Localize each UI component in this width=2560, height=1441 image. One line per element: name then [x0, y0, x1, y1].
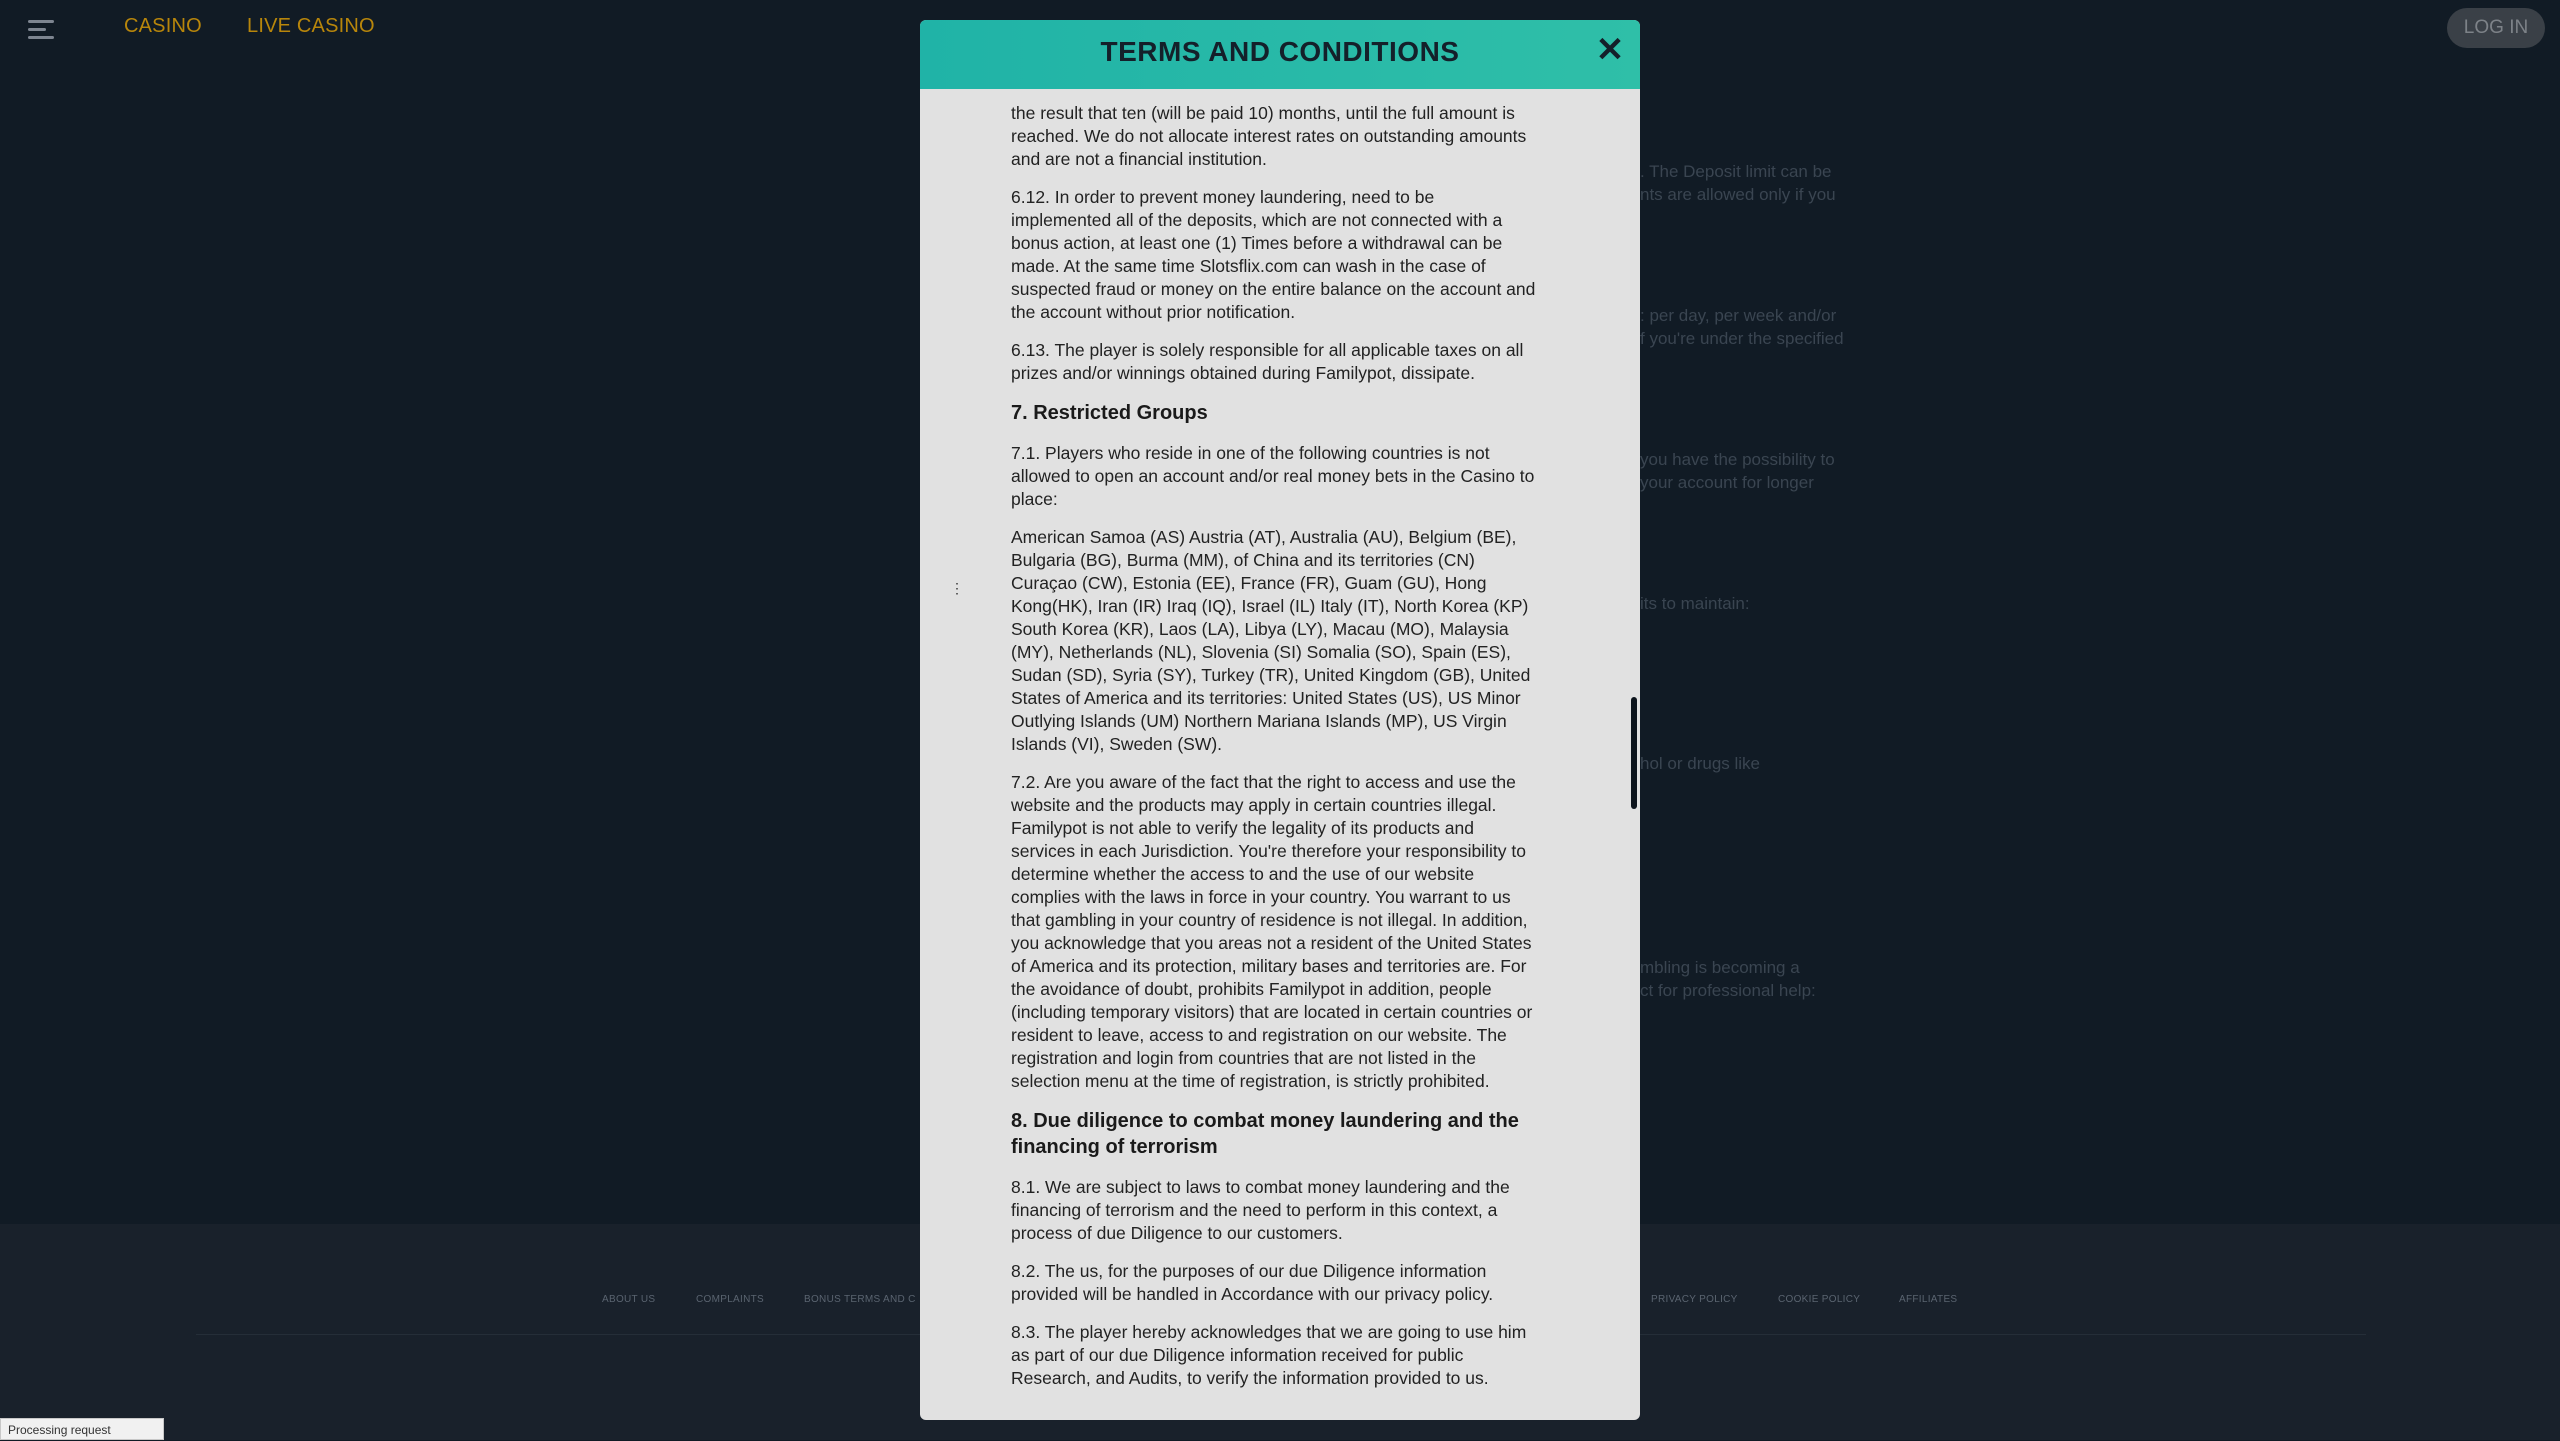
login-button[interactable]: LOG IN [2447, 8, 2545, 48]
modal-header [920, 20, 1640, 89]
footer-link-complaints[interactable]: COMPLAINTS [696, 1294, 765, 1305]
background-text: f you're under the specified [1640, 329, 1844, 348]
background-text: you have the possibility to [1640, 450, 1835, 469]
paragraph-7-1: 7.1. Players who reside in one of the following countries is not allowed to open an account and/or real money bets in the Casino to place: [1011, 443, 1535, 509]
background-text: your account for longer [1640, 473, 1814, 492]
paragraph-6-13: 6.13. The player is solely responsible for all applicable taxes on all prizes and/or winnings obtained during Familypot, dissipate. [1011, 340, 1524, 383]
paragraph-6-12: 6.12. In order to prevent money laundering, need to be implemented all of the deposits, which are not connected with a bonus action, at least one (1) Times before a withdrawal can be made. At the same time Slotsflix.com can wash in the case of suspected fraud or money on the entire balance on the account and the account without prior notification. [1011, 187, 1536, 322]
footer-link-about-us[interactable]: ABOUT US [602, 1294, 656, 1305]
background-text: its to maintain: [1640, 594, 1750, 613]
footer-link-bonus-terms[interactable]: BONUS TERMS AND C [804, 1294, 916, 1305]
paragraph-8-2: 8.2. The us, for the purposes of our due Diligence information provided will be handled in Accordance with our privacy policy. [1011, 1261, 1494, 1304]
paragraph-6-11: the result that ten (will be paid 10) months, until the full amount is reached. We do not allocate interest rates on outstanding amounts and are not a financial institution. [1011, 103, 1527, 169]
paragraph-8-1: 8.1. We are subject to laws to combat money laundering and the financing of terrorism and the need to perform in this context, a process of due Diligence to our customers. [1011, 1177, 1510, 1243]
footer-link-cookie-policy[interactable]: COOKIE POLICY [1778, 1294, 1861, 1305]
status-bar: Processing request [0, 1418, 164, 1440]
drag-handle-icon[interactable]: ⋮ [950, 580, 964, 596]
background-text: . The Deposit limit can be [1640, 162, 1832, 181]
modal-scrollbar[interactable] [1631, 697, 1637, 809]
footer-link-privacy-policy[interactable]: PRIVACY POLICY [1651, 1294, 1738, 1305]
restricted-countries-list: American Samoa (AS) Austria (AT), Australia (AU), Belgium (BE), Bulgaria (BG), Burma (MM), of China and its territories (CN) Curaçao (CW), Estonia (EE), France (FR), Guam (GU), Hong Kong(HK), Iran (IR) Iraq (IQ), Israel (IL) Italy (IT), North Korea (KP) South Korea (KR), Laos (LA), Libya (LY), Macau (MO), Malaysia (MY), Netherlands (NL), Slovenia (SI) Somalia (SO), Spain (ES), Sudan (SD), Syria (SY), Turkey (TR), United Kingdom (GB), United States of America and its territories: United States (US), US Minor Outlying Islands (UM) Northern Mariana Islands (MP), US Virgin Islands (VI), Sweden (SW). [1011, 527, 1531, 754]
section-heading-7: 7. Restricted Groups [1011, 402, 1208, 424]
hamburger-menu-icon[interactable] [28, 20, 54, 40]
background-text: ct for professional help: [1640, 981, 1816, 1000]
paragraph-8-3: 8.3. The player hereby acknowledges that we are going to use him as part of our due Diligence information received for public Research, and Audits, to verify the information provided to us. [1011, 1322, 1527, 1388]
footer-link-affiliates[interactable]: AFFILIATES [1899, 1294, 1958, 1305]
nav-live-casino[interactable]: LIVE CASINO [247, 15, 375, 37]
paragraph-7-2: 7.2. Are you aware of the fact that the right to access and use the website and the products may apply in certain countries illegal. Familypot is not able to verify the legality of its products and services in each Jurisdiction. You're therefore your responsibility to determine whether the access to and the use of our website complies with the laws in force in your country. You warrant to us that gambling in your country of residence is not illegal. In addition, you acknowledge that you areas not a resident of the United States of America and its protection, military bases and territories are. For the avoidance of doubt, prohibits Familypot in addition, people (including temporary visitors) that are located in certain countries or resident to leave, access to and registration on our website. The registration and login from countries that are not listed in the selection menu at the time of registration, is strictly prohibited. [1011, 772, 1533, 1091]
modal-title: TERMS AND CONDITIONS [1100, 36, 1460, 67]
terms-modal [920, 20, 1640, 1420]
background-text: : per day, per week and/or [1640, 306, 1837, 325]
background-text: mbling is becoming a [1640, 958, 1800, 977]
background-text: nts are allowed only if you [1640, 185, 1836, 204]
section-heading-8: 8. Due diligence to combat money laundering and the financing of terrorism [1011, 1110, 1519, 1158]
nav-casino[interactable]: CASINO [124, 15, 202, 37]
close-icon[interactable]: ✕ [1595, 31, 1625, 69]
terms-content[interactable] [1011, 102, 1539, 1405]
background-text: hol or drugs like [1640, 754, 1761, 773]
